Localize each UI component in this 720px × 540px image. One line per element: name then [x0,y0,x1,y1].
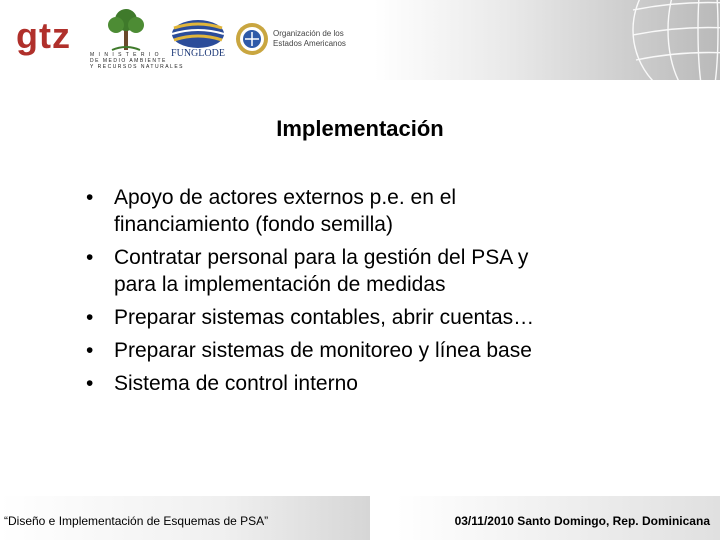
ministerio-logo [90,8,184,74]
bullet-item [86,370,646,397]
funglode-text: FUNGLODE [171,48,225,59]
bullet-item [86,244,646,298]
oea-logo [235,22,360,56]
ministerio-line-3: Y RECURSOS NATURALES [90,64,184,70]
oea-seal-icon [235,22,269,56]
bullet-text-line: Contratar personal para la gestión del PSA y [114,246,529,269]
bullet-item [86,184,646,238]
footer-presentation-title: “Diseño e Implementación de Esquemas de PSA” [4,514,269,528]
funglode-emblem-icon [168,18,228,50]
bullet-dot-icon: • [86,186,94,209]
bullet-text-line: Apoyo de actores externos p.e. en el [114,186,457,209]
funglode-logo [168,18,228,62]
bullet-text-line: Preparar sistemas contables, abrir cuentas… [114,306,535,329]
ministerio-text [90,52,184,70]
oea-text [273,29,346,49]
bullet-dot-icon: • [86,372,94,395]
bullet-item [86,304,646,331]
gtz-logo: gtz [16,15,71,56]
bullet-text-line: Sistema de control interno [114,372,358,395]
ministerio-line-2: DE MEDIO AMBIENTE [90,58,167,64]
bullet-dot-icon: • [86,306,94,329]
bullet-list [86,184,646,403]
ministerio-line-1: M I N I S T E R I O [90,52,160,58]
globe-wireframe-icon [618,0,720,80]
bullet-dot-icon: • [86,246,94,269]
bullet-text-line: financiamiento (fondo semilla) [114,213,393,236]
bullet-item [86,337,646,364]
oea-line-1: Organización de los [273,29,344,38]
bullet-text-line: para la implementación de medidas [114,273,446,296]
footer-date-location: 03/11/2010 Santo Domingo, Rep. Dominicana [454,514,710,528]
bullet-text-line: Preparar sistemas de monitoreo y línea base [114,339,532,362]
slide-title: Implementación [276,116,444,141]
header-banner [0,0,720,80]
tree-icon [106,8,146,52]
oea-line-2: Estados Americanos [273,39,346,48]
bullet-dot-icon: • [86,339,94,362]
